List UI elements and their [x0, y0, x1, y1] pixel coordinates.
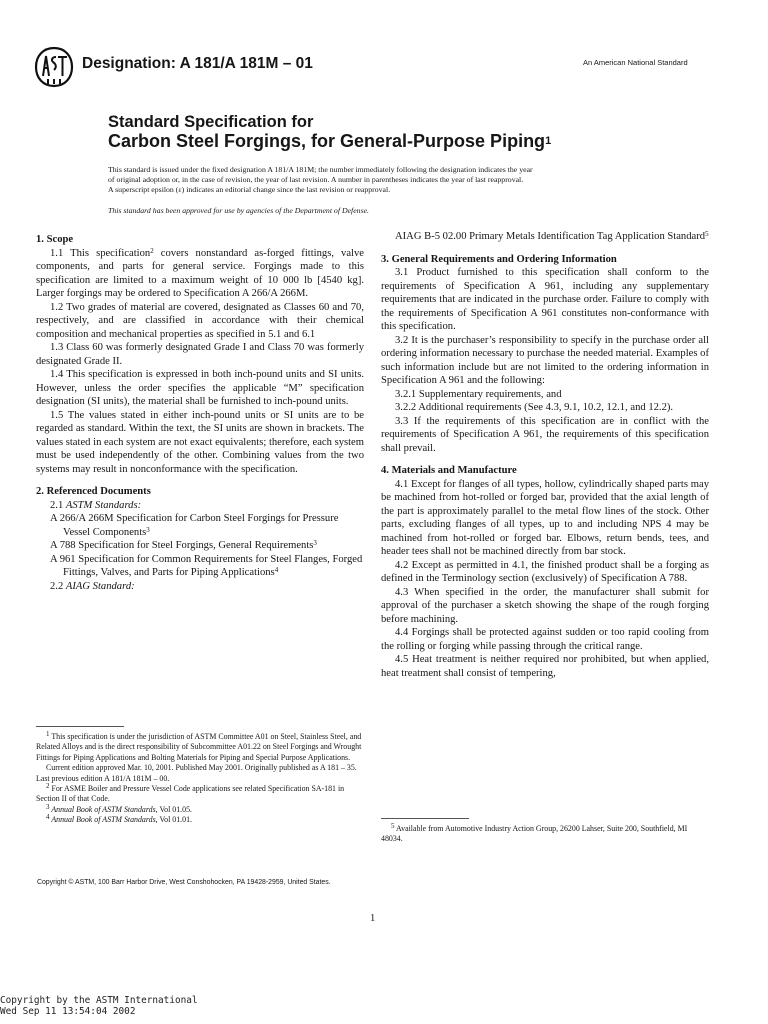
- astm-logo: [34, 46, 74, 88]
- text: AIAG Standard:: [65, 580, 135, 592]
- text: AIAG B-5 02.00 Primary Metals Identification Tag Application Standard: [395, 231, 706, 242]
- text: ASTM Standards:: [65, 499, 142, 511]
- paragraph-3-1: 3.1 Product furnished to this specification shall conform to the requirements of Specification A 961, including any supplementary requirements that are indicated in the purchase order. Failure to comply with the requirements of Specification A 961 constitutes non-conformance with this specification.: [381, 267, 709, 332]
- footnote-divider: [381, 818, 469, 819]
- footnote-4: [36, 815, 364, 825]
- footnote-ref: 2: [150, 246, 154, 255]
- footnote-1: [36, 732, 364, 763]
- paragraph-1-2: 1.2 Two grades of material are covered, designated as Classes 60 and 70, respectively, and are classified in accordance with their chemical composition and mechanical properties as specified in 5.1 and 6.1: [36, 301, 364, 340]
- reference-aiag-b5: [381, 230, 709, 244]
- text: Annual Book of ASTM Standards: [49, 815, 156, 825]
- footnote-ref: 3: [313, 539, 317, 547]
- designation: Designation: A 181/A 181M – 01: [82, 55, 313, 72]
- text: covers nonstandard as-forged fittings, valve components, and parts for general service. Forgings made to this specification are limited to a maximum weight of 10 000 lb [4540 kg]. Larger forgings may be ordered to Specification A 266/A 266M.: [36, 247, 364, 299]
- title-footnote-mark: 1: [545, 135, 552, 147]
- paragraph-3-2-2: 3.2.2 Additional requirements (See 4.3, 9.1, 10.2, 12.1, and 12.2).: [395, 402, 674, 413]
- watermark-line: Copyright by the ASTM International: [0, 995, 198, 1006]
- paragraph-3-2-1: 3.2.1 Supplementary requirements, and: [395, 388, 562, 400]
- paragraph-4-2: 4.2 Except as permitted in 4.1, the finished product shall be a forging as defined in the Terminology section (exclusively) of Specification A 788.: [381, 559, 709, 584]
- footnotes-left: [36, 732, 364, 826]
- section-heading-general-requirements: 3. General Requirements and Ordering Information: [381, 253, 617, 265]
- footnote-divider: [36, 726, 124, 727]
- text: 2.1: [50, 499, 66, 511]
- paragraph-3-3: 3.3 If the requirements of this specification are in conflict with the requirements of Specification A 961, the requirements of this specification shall prevail.: [381, 415, 709, 454]
- text: A 961 Specification for Common Requirements for Steel Flanges, Forged Fittings, Valves, and Parts for Piping Applications: [50, 553, 363, 578]
- paragraph-1-4: 1.4 This specification is expressed in both inch-pound units and SI units. However, unless the order specifies the applicable “M” specification designation (SI units), the material shall be furnished to inch-pound units.: [36, 369, 364, 407]
- title-line-2: [108, 131, 551, 152]
- text: A 266/A 266M Specification for Carbon Steel Forgings for Pressure Vessel Components: [50, 513, 339, 538]
- left-column: [36, 233, 364, 593]
- approval-note: This standard has been approved for use by agencies of the Department of Defense.: [108, 206, 370, 215]
- copyright-line: Copyright © ASTM, 100 Barr Harbor Drive, West Conshohocken, PA 19428-2959, United States.: [37, 879, 331, 886]
- paragraph-2-2: [36, 580, 364, 594]
- text: , Vol 01.05.: [155, 804, 192, 814]
- text: Available from Automotive Industry Action Group, 26200 Lahser, Suite 200, Southfield, MI 48034.: [381, 824, 688, 844]
- page-number: 1: [370, 913, 376, 924]
- paragraph-1-5: 1.5 The values stated in either inch-pound units or SI units are to be regarded as standard. Within the text, the SI units are shown in brackets. The values stated in each system are not exact equivalents; therefore, each system must be used independently of the other. Combining values from the two systems may result in nonconformance with the specification.: [36, 409, 364, 475]
- footnote-mark: 1: [46, 730, 50, 738]
- footnote-ref: 4: [274, 566, 279, 574]
- text: , Vol 01.01.: [155, 815, 192, 825]
- footnotes-right: [381, 824, 709, 845]
- standard-note-line: This standard is issued under the fixed designation A 181/A 181M; the number immediately following the designation indicates the year: [108, 165, 533, 174]
- standard-note: [108, 165, 663, 195]
- paragraph-1-1: [36, 247, 364, 301]
- footnote-2: [36, 784, 364, 805]
- standard-note-line: A superscript epsilon (ε) indicates an editorial change since the last revision or reapproval.: [108, 185, 391, 194]
- text: Annual Book of ASTM Standards: [49, 804, 156, 814]
- paragraph-4-5: 4.5 Heat treatment is neither required nor prohibited, but when applied, heat treatment shall consist of tempering,: [381, 654, 709, 679]
- section-heading-scope: 1. Scope: [36, 234, 74, 245]
- reference-a788: [36, 539, 364, 553]
- paragraph-4-3: 4.3 When specified in the order, the manufacturer shall submit for approval of the purchaser a sketch showing the shape of the rough forging before machining.: [381, 586, 709, 625]
- paragraph-1-3: 1.3 Class 60 was formerly designated Grade I and Class 70 was formerly designated Grade II.: [36, 342, 364, 367]
- copyright-watermark: [0, 996, 198, 1017]
- footnote-mark: 5: [391, 822, 395, 830]
- section-heading-materials: 4. Materials and Manufacture: [381, 465, 517, 476]
- reference-a266: [36, 512, 364, 539]
- text: This specification is under the jurisdiction of ASTM Committee A01 on Steel, Stainless Steel, and Related Alloys and is the direct responsibility of Subcommittee A01.22 on Steel Forgings and Wrought Fittings for Piping Applications and Bolting Materials for Piping and Special Purpose Applications.: [36, 732, 362, 762]
- standard-note-line: of original adoption or, in the case of revision, the year of last revision. A number in parentheses indicates the year of last reapproval.: [108, 175, 524, 184]
- footnote-mark: 2: [46, 782, 50, 791]
- footnote-mark: 3: [46, 802, 50, 811]
- paragraph-2-1: [36, 499, 364, 513]
- right-column: [381, 230, 709, 680]
- text: 1.1 This specification: [50, 247, 151, 259]
- paragraph-3-2: 3.2 It is the purchaser’s responsibility to specify in the purchase order all ordering information necessary to purchase the needed material. Examples of such information include but are not limited to the ordering information in Specification A 961 and the following:: [381, 334, 709, 386]
- paragraph-4-4: 4.4 Forgings shall be protected against sudden or too rapid cooling from the rolling or forging while passing through the critical range.: [381, 627, 709, 652]
- footnote-ref: 3: [146, 525, 150, 534]
- national-standard-label: An American National Standard: [583, 58, 688, 67]
- watermark-line: Wed Sep 11 13:54:04 2002: [0, 1005, 136, 1017]
- footnote-mark: 4: [46, 813, 50, 822]
- footnote-3: [36, 802, 364, 815]
- footnote-ref: 5: [705, 230, 709, 238]
- text: For ASME Boiler and Pressure Vessel Code applications see related Specification SA-181 in Section II of that Code.: [36, 784, 345, 804]
- reference-a961: [36, 553, 364, 580]
- text: 2.2: [50, 580, 66, 592]
- title-line-1: Standard Specification for: [108, 113, 314, 131]
- title-text: Carbon Steel Forgings, for General-Purpose Piping: [108, 131, 546, 151]
- footnote-5: [381, 824, 709, 845]
- footnote-1-continued: Current edition approved Mar. 10, 2001. Published May 2001. Originally published as A 181 – 35. Last previous edition A 181/A 181M – 00.: [36, 763, 357, 783]
- section-heading-referenced-documents: 2. Referenced Documents: [36, 486, 151, 497]
- text: A 788 Specification for Steel Forgings, General Requirements: [50, 540, 314, 551]
- paragraph-4-1: 4.1 Except for flanges of all types, hollow, cylindrically shaped parts may be machined from hot-rolled or forged bar, provided that the axial length of the part is approximately parallel to the metal flow lines of the stock. Other parts, excluding flanges of all types, up to and including NPS 4 may be machined from hot-rolled or forged bar. Elbows, return bends, tees, and header tees shall not be machined directly from bar stock.: [381, 478, 709, 557]
